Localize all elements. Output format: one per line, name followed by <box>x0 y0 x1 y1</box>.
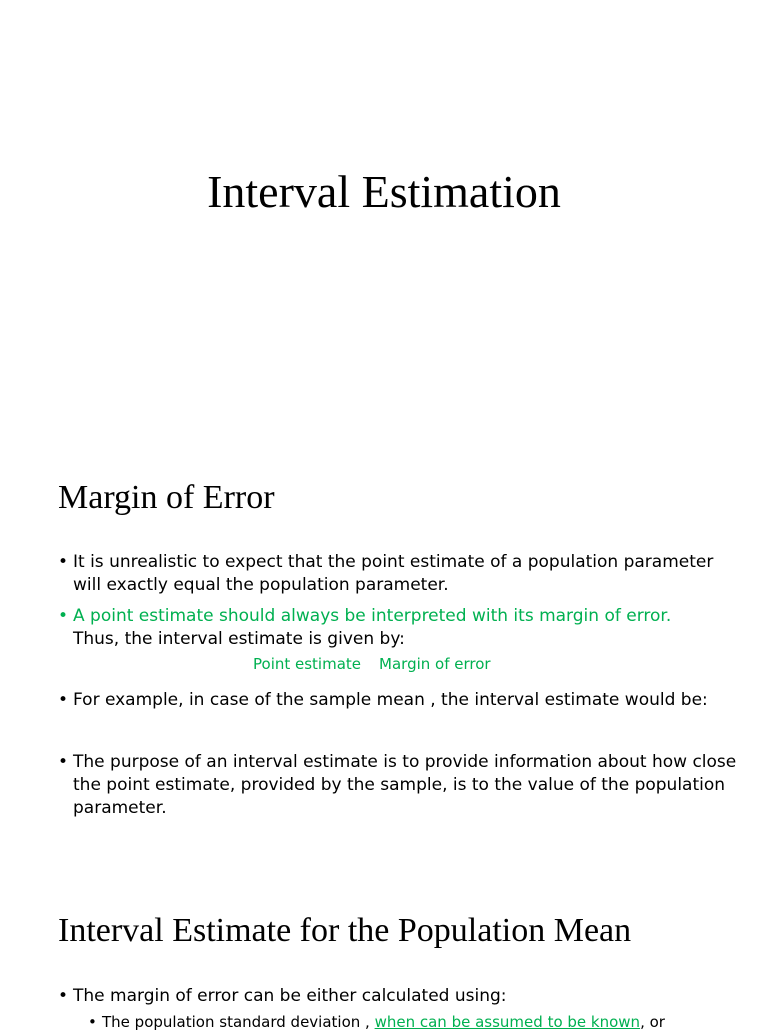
formula-point-estimate: Point estimate <box>253 655 362 673</box>
bullet-text: The margin of error can be either calculated using: <box>73 986 507 1006</box>
bullet-text: The purpose of an interval estimate is to provide information about how close the point estimate, provided by the sample, is to the value of the population parameter. <box>73 752 737 818</box>
bullet-text-continuation: Thus, the interval estimate is given by: <box>73 629 405 649</box>
bullet-text: For example, in case of the sample mean , the interval estimate would be: <box>73 690 708 710</box>
bullet-text: It is unrealistic to expect that the point estimate of a population parameter will exactly equal the population parameter. <box>73 552 714 595</box>
bullet-point-estimate-unrealistic <box>58 551 738 597</box>
sub-bullet-text-green: when can be assumed to be known <box>374 1013 641 1031</box>
sub-bullet-text: The population standard deviation , <box>102 1013 370 1031</box>
bullet-text-green: A point estimate should always be interpreted with its margin of error. <box>73 606 672 626</box>
formula-margin-of-error: Margin of error <box>379 655 491 673</box>
interval-estimate-formula <box>253 654 491 674</box>
heading-margin-of-error: Margin of Error <box>58 479 275 516</box>
heading-interval-estimate-population-mean: Interval Estimate for the Population Mean <box>58 912 632 949</box>
sub-bullet-population-std-dev <box>88 1012 665 1032</box>
bullet-margin-calculation <box>58 985 738 1008</box>
bullet-sample-mean-example <box>58 689 738 712</box>
sub-bullet-text-end: , or <box>640 1013 665 1031</box>
slide-title-interval-estimation: Interval Estimation <box>207 166 561 217</box>
bullet-margin-of-error-interpretation <box>58 605 738 651</box>
bullet-purpose-of-interval <box>58 751 738 820</box>
